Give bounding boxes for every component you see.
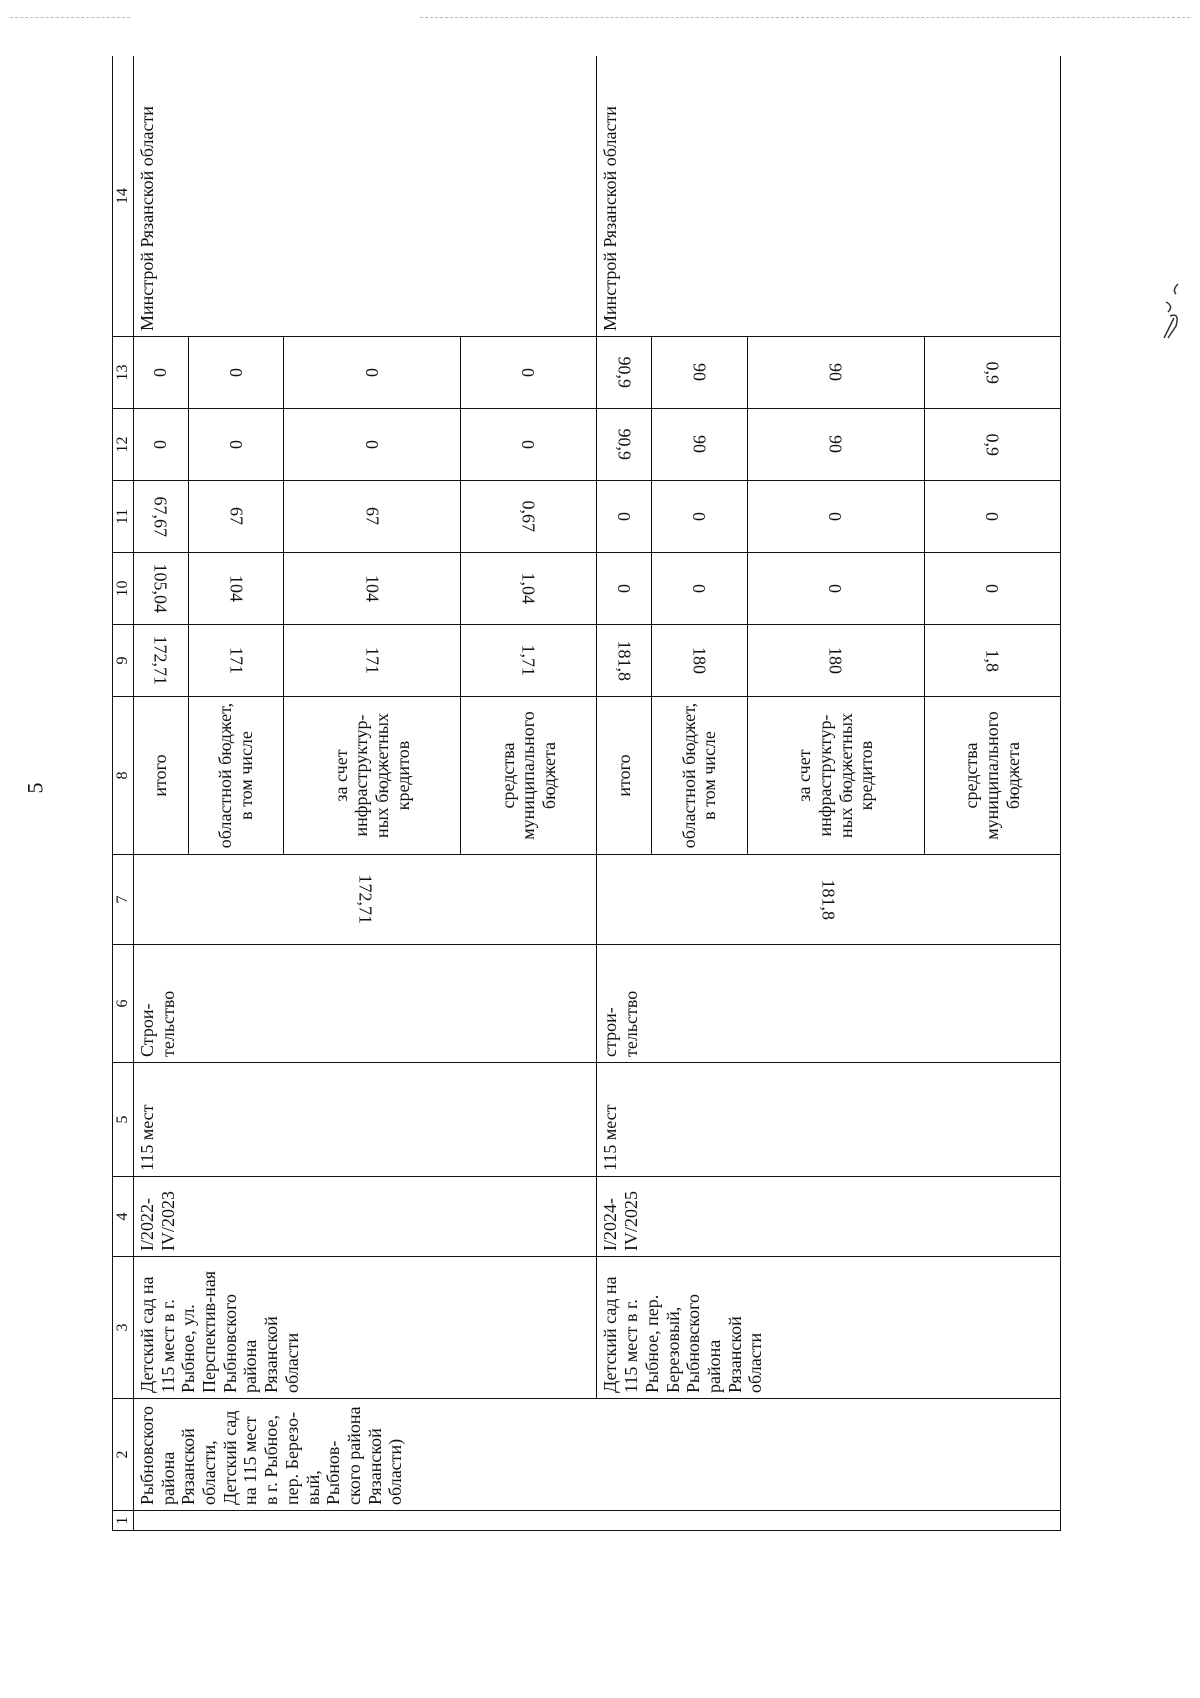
cell-value [461, 625, 597, 697]
cell-value: 0 [652, 553, 747, 625]
column-number-row [113, 56, 134, 1531]
cell-value: 0 [284, 337, 461, 409]
column-number: 8 [113, 697, 134, 855]
cell-value [924, 409, 1060, 481]
cell-value [924, 625, 1060, 697]
cell-value [652, 337, 747, 409]
cell-funding-source: итого [134, 697, 189, 855]
cell-value [924, 337, 1060, 409]
value: 0,9 [982, 433, 1003, 456]
cell-work-type: Строи-тельство [134, 945, 597, 1063]
value: 1,71 [519, 644, 540, 677]
cell-index [134, 1511, 1061, 1531]
cell-value [747, 625, 924, 697]
value: 104 [226, 575, 247, 602]
cell-value: 0 [597, 481, 652, 553]
scan-edge-line [10, 17, 130, 18]
column-number: 10 [113, 553, 134, 625]
cell-executor: Минстрой Рязанской области [597, 56, 1061, 337]
cell-value: 0 [188, 337, 283, 409]
cell-value [747, 337, 924, 409]
cell-funding-source: за счет инфраструктур-ных бюджетных кредитов [747, 697, 924, 855]
cell-object: Детский сад на 115 мест в г. Рыбное, пер. Березовый, Рыбновского района Рязанской области [597, 1257, 1061, 1399]
cell-period: I/2024- IV/2025 [597, 1177, 1061, 1257]
cell-value [652, 625, 747, 697]
cell-funding-source: итого [597, 697, 652, 855]
cell-work-type: строи-тельство [597, 945, 1061, 1063]
value: 171 [226, 647, 247, 674]
cell-funding-source: областной бюджет, в том числе [188, 697, 283, 855]
column-number: 5 [113, 1063, 134, 1177]
column-number: 2 [113, 1399, 134, 1511]
value: 90 [825, 435, 846, 454]
rotated-table-frame [112, 56, 1061, 1531]
cell-executor: Минстрой Рязанской области [134, 56, 597, 337]
cell-funding-source: за счет инфраструктур-ных бюджетных кредитов [284, 697, 461, 855]
value: 180 [825, 647, 846, 674]
cell-object: Детский сад на 115 мест в г. Рыбное, ул. Перспектив-ная Рыбновского района Рязанской области [134, 1257, 597, 1399]
value: 90 [689, 435, 710, 454]
column-number: 9 [113, 625, 134, 697]
cell-capacity: 115 мест [134, 1063, 597, 1177]
value: 105,04 [151, 563, 172, 614]
cell-program: Рыбновского района Рязанской области, Детский сад на 115 мест в г. Рыбное, пер. Березо-вый, Рыбнов-ского района Рязанской области) [134, 1399, 1061, 1511]
cell-value: 0 [652, 481, 747, 553]
cell-capacity: 115 мест [597, 1063, 1061, 1177]
cell-total-cost [597, 855, 1061, 945]
table-row [597, 56, 652, 1531]
column-number: 12 [113, 409, 134, 481]
cell-value: 0 [284, 409, 461, 481]
rotated-table [112, 56, 1061, 1531]
cell-funding-source: средства муниципального бюджета [924, 697, 1060, 855]
cell-value [134, 625, 189, 697]
handwritten-mark [1160, 280, 1186, 350]
cell-funding-source: областной бюджет, в том числе [652, 697, 747, 855]
cell-value [284, 481, 461, 553]
cell-value [652, 409, 747, 481]
column-number: 4 [113, 1177, 134, 1257]
cell-value: 0 [461, 337, 597, 409]
column-number: 3 [113, 1257, 134, 1399]
page-number: 5 [22, 782, 48, 794]
value: 1,8 [982, 649, 1003, 672]
cell-value [597, 625, 652, 697]
cell-value [188, 553, 283, 625]
cell-value: 0 [747, 481, 924, 553]
column-number: 6 [113, 945, 134, 1063]
cell-value: 0 [924, 481, 1060, 553]
value: 180 [689, 647, 710, 674]
cell-value [747, 409, 924, 481]
value: 67 [362, 507, 383, 526]
value: 90 [689, 363, 710, 382]
cell-value [134, 553, 189, 625]
value: 171 [362, 647, 383, 674]
value: 67 [226, 507, 247, 526]
cell-value [597, 409, 652, 481]
cell-funding-source: средства муниципального бюджета [461, 697, 597, 855]
cell-value [597, 337, 652, 409]
value: 67,67 [151, 496, 172, 537]
total-cost-value: 181,8 [819, 879, 840, 920]
table-row [134, 56, 189, 1531]
cell-value: 0 [747, 553, 924, 625]
cell-total-cost [134, 855, 597, 945]
cell-value [188, 481, 283, 553]
value: 1,04 [519, 572, 540, 605]
column-number: 1 [113, 1511, 134, 1531]
cell-value [284, 625, 461, 697]
cell-value [461, 481, 597, 553]
value: 172,71 [151, 635, 172, 686]
value: 0,9 [982, 361, 1003, 384]
cell-value: 0 [924, 553, 1060, 625]
column-number: 14 [113, 56, 134, 337]
cell-value: 0 [597, 553, 652, 625]
value: 90 [825, 363, 846, 382]
column-number: 11 [113, 481, 134, 553]
scan-edge-line [420, 17, 1190, 18]
cell-value: 0 [188, 409, 283, 481]
cell-value [461, 553, 597, 625]
cell-value [188, 625, 283, 697]
cell-value: 0 [461, 409, 597, 481]
column-number: 13 [113, 337, 134, 409]
cell-period: I/2022- IV/2023 [134, 1177, 597, 1257]
value: 0,67 [519, 500, 540, 533]
cell-value: 0 [134, 409, 189, 481]
value: 181,8 [614, 640, 635, 681]
column-number: 7 [113, 855, 134, 945]
cell-value: 0 [134, 337, 189, 409]
total-cost-value: 172,71 [355, 874, 376, 925]
investment-table [112, 56, 1061, 1531]
value: 90,9 [614, 356, 635, 389]
cell-value [284, 553, 461, 625]
value: 90,9 [614, 428, 635, 461]
cell-value [134, 481, 189, 553]
value: 104 [362, 575, 383, 602]
